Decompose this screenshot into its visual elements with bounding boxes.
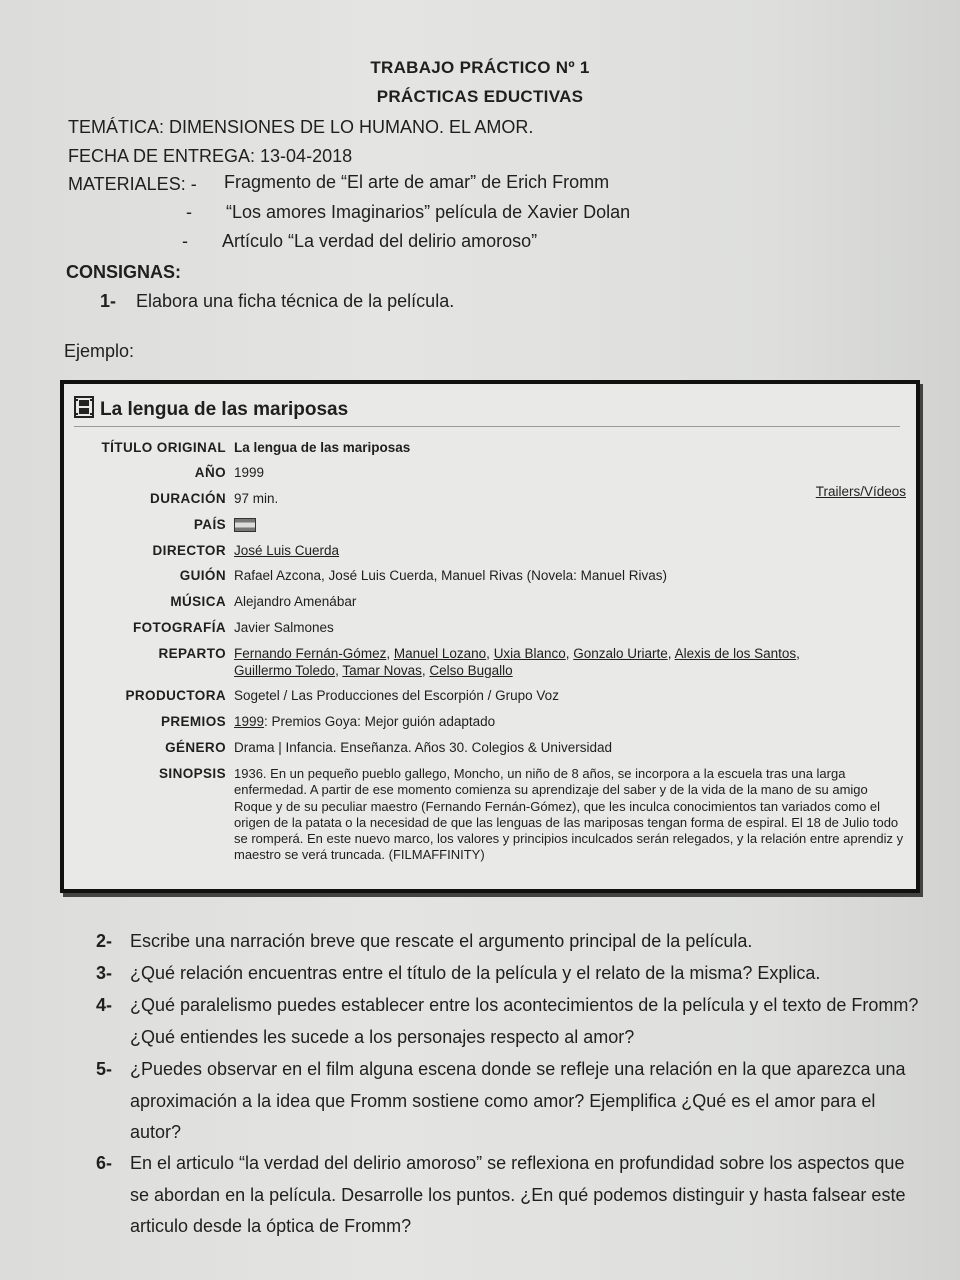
question-6: 6- En el articulo “la verdad del delirio amoroso” se reflexiona en profundidad sobre los aspectos que se abordan en la película. Desarrolle los puntos. ¿En qué podemos distinguir y hasta falsear este articulo desde la óptica de Fromm?: [96, 1148, 926, 1243]
document-title: TRABAJO PRÁCTICO Nº 1: [370, 58, 590, 77]
fecha-entrega-line: FECHA DE ENTREGA: 13-04-2018: [68, 146, 353, 166]
document-subtitle: PRÁCTICAS EDUCTIVAS: [376, 87, 584, 106]
question-number: 4-: [96, 995, 113, 1015]
tematica-line: TEMÁTICA: DIMENSIONES DE LO HUMANO. EL AMOR.: [68, 117, 534, 137]
actor-link[interactable]: Alexis de los Santos: [674, 646, 797, 661]
question-number: 3-: [96, 963, 113, 983]
question-2: 2- Escribe una narración breve que rescate el argumento principal de la película.: [96, 926, 926, 958]
actor-link[interactable]: Manuel Lozano: [393, 646, 487, 661]
film-card-header: [74, 396, 900, 427]
material-item-2: - “Los amores Imaginarios” película de Xavier Dolan: [186, 202, 631, 222]
material-item-3: - Artículo “La verdad del delirio amoroso”: [182, 231, 538, 251]
ejemplo-label: Ejemplo:: [64, 341, 135, 361]
list-dash: -: [186, 202, 192, 222]
materiales-label: MATERIALES: -: [68, 174, 197, 194]
question-number: 5-: [96, 1059, 113, 1079]
question-3: 3- ¿Qué relación encuentras entre el título de la película y el relato de la misma? Explica.: [96, 958, 926, 990]
question-number: 6-: [96, 1153, 113, 1173]
premios-year-link[interactable]: 1999: [234, 714, 265, 729]
list-dash: -: [182, 231, 188, 251]
country-flag-icon: [234, 518, 256, 532]
film-card: La lengua de las mariposas Trailers/Vídeos TÍTULO ORIGINAL La lengua de las mariposas AÑO 1999 DURACIÓN 97 min. PAÍS DIRECTOR José Luis Cuerda GUIÓN Rafael Azcona, José Luis Cuerda, Manuel Rivas (Novela: Manuel Rivas) MÚSICA Alejandro Amenábar FOTOGRAFÍA Javier Salmones REPARTO Fernando Fernán-Gómez, Manuel Lozano, Uxia Blanco, Gonzalo Uriarte, Alexis de los Santos, Guillermo Toledo, Tamar Novas, Celso Bugallo PRODUCTORA Sogetel / Las Producciones del Escorpión / Grupo Voz PREMIOS 1999: Premios Goya: Mejor guión adaptado GÉNERO Drama | Infancia. Enseñanza. Años 30. Colegios & Universidad SINOPSIS 1936. En un pequeño pueblo gallego, Moncho, un niño de 8 años, se incorpora a la escuela tras una larga enfermedad. A partir de ese momento comienza su aprendizaje del saber y de la vida de la mano de su amigo Roque y de su peculiar maestro (Fernando Fernán-Gómez), que les inculca conocimientos tan variados como el origen de la patata o la necesidad de que las lenguas de las mariposas tengan forma de espiral. El 18 de Julio todo se romperá. En este nuevo marco, los valores y principios inculcados serán relegados, y la relación entre aprendiz y maestro se verá truncada. (FILMAFFINITY): [60, 380, 920, 893]
question-number: 1-: [100, 291, 117, 311]
film-icon: [74, 396, 94, 424]
actor-link[interactable]: Guillermo Toledo: [234, 662, 336, 678]
actor-link[interactable]: Gonzalo Uriarte: [573, 646, 668, 661]
trailers-link[interactable]: Trailers/Vídeos: [815, 484, 906, 499]
actor-link[interactable]: Tamar Novas: [342, 662, 422, 678]
question-4: 4- ¿Qué paralelismo puedes establecer entre los acontecimientos de la película y el texto de Fromm? ¿Qué entiendes les sucede a los personajes respecto al amor?: [96, 990, 926, 1053]
question-5: 5- ¿Puedes observar en el film alguna escena donde se refleje una relación en la que aparezca una aproximación a la idea que Fromm sostiene como amor? Ejemplifica ¿Qué es el amor para el autor?: [96, 1054, 926, 1149]
consignas-heading: CONSIGNAS:: [66, 262, 182, 282]
film-title: La lengua de las mariposas: [100, 399, 349, 420]
question-1: 1- Elabora una ficha técnica de la película.: [100, 291, 455, 311]
actor-link[interactable]: Celso Bugallo: [429, 662, 513, 678]
director-link[interactable]: José Luis Cuerda: [234, 543, 340, 558]
actor-link[interactable]: Fernando Fernán-Gómez: [234, 646, 387, 661]
material-item-1: Fragmento de “El arte de amar” de Erich Fromm: [224, 172, 610, 192]
actor-link[interactable]: Uxia Blanco: [493, 646, 566, 661]
question-number: 2-: [96, 931, 113, 951]
reparto-list: Fernando Fernán-Gómez, Manuel Lozano, Uxia Blanco, Gonzalo Uriarte, Alexis de los Santos, Guillermo Toledo, Tamar Novas, Celso Bugallo: [234, 646, 800, 678]
